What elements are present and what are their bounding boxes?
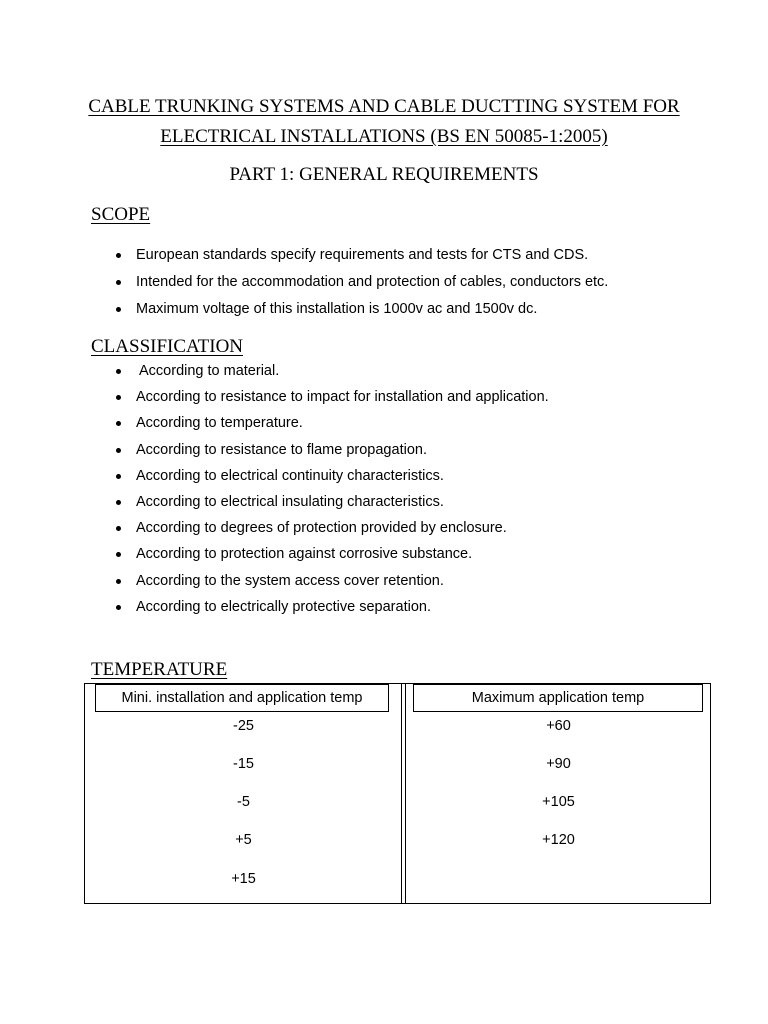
min-temp-column <box>85 684 402 903</box>
table-cell: +60 <box>546 718 571 734</box>
bullet-icon <box>116 395 121 400</box>
list-item: European standards specify requirements and tests for CTS and CDS. <box>0 242 768 269</box>
list-item: According to the system access cover retention. <box>0 568 768 594</box>
list-item: Maximum voltage of this installation is 1000v ac and 1500v dc. <box>0 296 768 323</box>
bullet-icon <box>116 500 121 505</box>
list-item: According to material. <box>0 358 768 384</box>
table-cell: +15 <box>231 871 256 887</box>
list-item: According to protection against corrosive substance. <box>0 541 768 567</box>
bullet-icon <box>116 605 121 610</box>
bullet-icon <box>116 307 121 312</box>
table-cell: +5 <box>235 832 252 848</box>
bullet-icon <box>116 369 121 374</box>
list-item: According to resistance to impact for installation and application. <box>0 384 768 410</box>
classification-heading: CLASSIFICATION <box>91 336 244 357</box>
min-temp-header: Mini. installation and application temp <box>95 684 389 712</box>
max-temp-column <box>405 684 712 903</box>
list-item: According to electrical insulating characteristics. <box>0 489 768 515</box>
bullet-icon <box>116 474 121 479</box>
table-cell: +90 <box>546 756 571 772</box>
bullet-icon <box>116 421 121 426</box>
list-item: According to electrical continuity characteristics. <box>0 463 768 489</box>
max-temp-header: Maximum application temp <box>413 684 703 712</box>
table-cell: -15 <box>233 756 254 772</box>
list-item: According to degrees of protection provided by enclosure. <box>0 515 768 541</box>
scope-list <box>0 242 768 323</box>
bullet-icon <box>116 448 121 453</box>
list-item: According to resistance to flame propagation. <box>0 437 768 463</box>
bullet-icon <box>116 579 121 584</box>
bullet-icon <box>116 280 121 285</box>
document-title-line-2: ELECTRICAL INSTALLATIONS (BS EN 50085-1:2005) <box>160 126 608 147</box>
temperature-heading: TEMPERATURE <box>91 659 228 680</box>
list-item: Intended for the accommodation and protection of cables, conductors etc. <box>0 269 768 296</box>
scope-heading: SCOPE <box>91 204 151 225</box>
table-cell: +105 <box>542 794 575 810</box>
list-item: According to temperature. <box>0 410 768 436</box>
temperature-table <box>84 683 711 904</box>
bullet-icon <box>116 526 121 531</box>
document-title-line-1: CABLE TRUNKING SYSTEMS AND CABLE DUCTTING SYSTEM FOR <box>88 96 680 117</box>
classification-list <box>0 358 768 620</box>
table-cell: -25 <box>233 718 254 734</box>
bullet-icon <box>116 552 121 557</box>
list-item: According to electrically protective separation. <box>0 594 768 620</box>
part-heading: PART 1: GENERAL REQUIREMENTS <box>229 164 539 185</box>
table-cell: +120 <box>542 832 575 848</box>
bullet-icon <box>116 253 121 258</box>
table-cell: -5 <box>237 794 250 810</box>
